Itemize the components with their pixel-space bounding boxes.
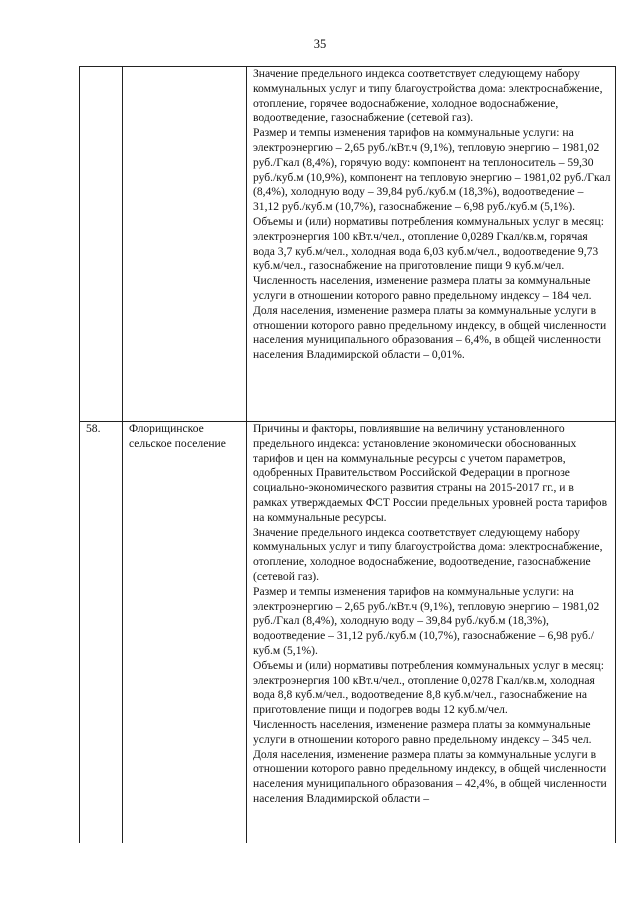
row-description bbox=[247, 422, 616, 844]
paragraph: Численность населения, изменение размера платы за коммунальные услуги в отношении которого равно предельному индексу – 345 чел. bbox=[253, 717, 592, 746]
paragraph: Размер и темпы изменения тарифов на коммунальные услуги: на электроэнергию – 2,65 руб./кВт.ч (9,1%), тепловую энергию – 1981,02 руб./Гкал (8,4%), горячую воду: компонент на теплоноситель – 59,30 руб./куб.м (10,9%), компонент на тепловую энергию – 1981,02 руб./Гкал (8,4%), холодную воду – 39,84 руб./куб.м (18,3%), водоотведение – 31,12 руб./куб.м (10,7%), газоснабжение – 6,98 руб./куб.м (5,1%). bbox=[253, 126, 611, 214]
paragraph: Численность населения, изменение размера платы за коммунальные услуги в отношении которого равно предельному индексу – 184 чел. bbox=[253, 274, 592, 302]
tariff-table bbox=[79, 66, 616, 843]
row-number bbox=[80, 67, 123, 422]
paragraph: Размер и темпы изменения тарифов на коммунальные услуги: на электроэнергию – 2,65 руб./кВт.ч (9,1%), тепловую энергию – 1981,02 руб./Гкал (8,4%), холодную воду – 39,84 руб./куб.м (18,3%), водоотведение – 31,12 руб./куб.м (10,7%), газоснабжение – 6,98 руб./куб.м (5,1%). bbox=[253, 584, 600, 657]
paragraph: Значение предельного индекса соответствует следующему набору коммунальных услуг и типу благоустройства дома: электроснабжение, отопление, горячее водоснабжение, холодное водоснабжение, водоотведение, газоснабжение (сетевой газ). bbox=[253, 67, 603, 125]
settlement-name bbox=[123, 67, 247, 422]
settlement-name: Флорищинское сельское поселение bbox=[123, 422, 247, 844]
row-number: 58. bbox=[80, 422, 123, 844]
table-row bbox=[80, 67, 616, 422]
table-row bbox=[80, 422, 616, 844]
paragraph: Причины и факторы, повлиявшие на величину установленного предельного индекса: установление экономически обоснованных тарифов и цен на коммунальные ресурсы с учетом параметров, одобренных Правительством Российской Федерации в прогнозе социально-экономического развития страны на 2015-2017 гг., и в рамках утверждаемых ФСТ России предельных уровней роста тарифов на коммунальные ресурсы. bbox=[253, 422, 608, 524]
page-number: 35 bbox=[313, 37, 327, 51]
paragraph: Объемы и (или) нормативы потребления коммунальных услуг в месяц: электроэнергия 100 кВт.ч/чел., отопление 0,0289 Гкал/кв.м, горячая вода 3,7 куб.м/чел., холодная вода 6,03 куб.м/чел., водоотведение 9,73 куб.м/чел., газоснабжение на приготовление пищи 9 куб.м/чел. bbox=[253, 214, 604, 273]
paragraph: Доля населения, изменение размера платы за коммунальные услуги в отношении которого равно предельному индексу, в общей численности населения муниципального образования – 6,4%, в общей численности населения Владимирской области – 0,01%. bbox=[253, 303, 607, 362]
paragraph: Доля населения, изменение размера платы за коммунальные услуги в отношении которого равно предельному индексу, в общей численности населения муниципального образования – 42,4%, в общей численности населения Владимирской области – bbox=[253, 747, 607, 805]
row-description bbox=[247, 67, 616, 422]
paragraph: Значение предельного индекса соответствует следующему набору коммунальных услуг и типу благоустройства дома: электроснабжение, отопление, холодное водоснабжение, водоотведение, газоснабжение (сетевой газ). bbox=[253, 525, 603, 583]
paragraph: Объемы и (или) нормативы потребления коммунальных услуг в месяц: электроэнергия 100 кВт.ч/чел., отопление 0,0278 Гкал/кв.м, холодная вода 8,8 куб.м/чел., водоотведение 8,8 куб.м/чел., газоснабжение на приготовление пищи и подогрев воды 12 куб.м/чел. bbox=[253, 658, 604, 717]
